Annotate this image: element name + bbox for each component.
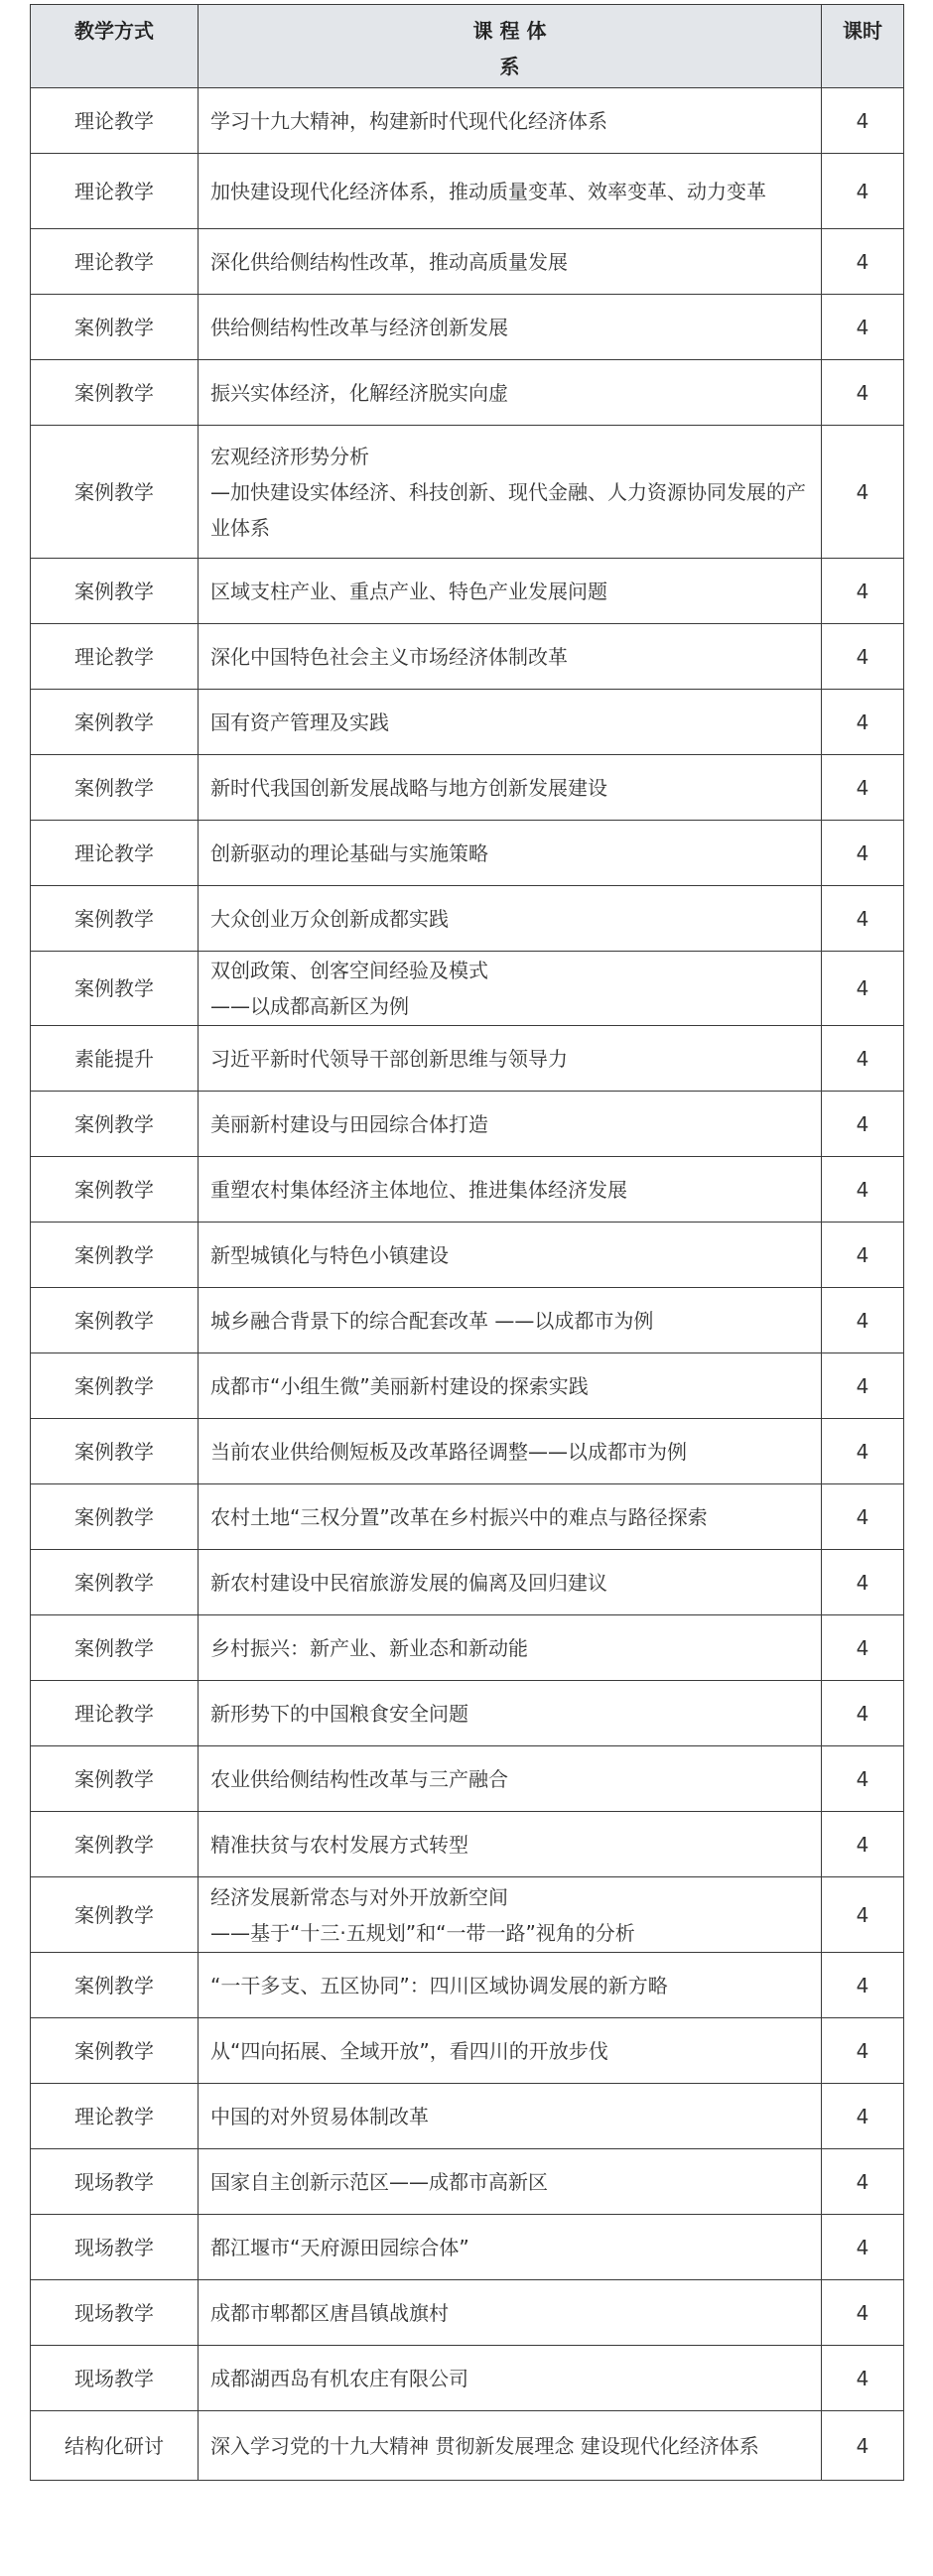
- course-title-cell: [199, 1615, 822, 1681]
- hours-cell: 4: [822, 1419, 904, 1484]
- teaching-mode-cell: 理论教学: [31, 624, 199, 690]
- course-title-cell: [199, 1223, 822, 1288]
- teaching-mode-cell: 案例教学: [31, 2018, 199, 2084]
- table-row: [31, 1746, 904, 1812]
- course-title-cell: [199, 1746, 822, 1812]
- table-row: [31, 821, 904, 886]
- course-title-line: 乡村振兴：新产业、新业态和新动能: [210, 1635, 528, 1660]
- teaching-mode-cell: 案例教学: [31, 426, 199, 559]
- teaching-mode-cell: 案例教学: [31, 559, 199, 624]
- course-title-line: 深化中国特色社会主义市场经济体制改革: [210, 644, 568, 669]
- course-title-cell: [199, 1419, 822, 1484]
- teaching-mode-cell: 案例教学: [31, 755, 199, 821]
- table-row: [31, 1419, 904, 1484]
- teaching-mode-cell: 案例教学: [31, 1550, 199, 1615]
- course-title-cell: [199, 821, 822, 886]
- course-title-line: 经济发展新常态与对外开放新空间: [210, 1884, 508, 1909]
- hours-cell: 4: [822, 1484, 904, 1550]
- teaching-mode-cell: 理论教学: [31, 821, 199, 886]
- course-title-line: 新时代我国创新发展战略与地方创新发展建设: [210, 775, 607, 800]
- table-row: [31, 559, 904, 624]
- course-title-line: 国家自主创新示范区——成都市高新区: [210, 2169, 548, 2194]
- hours-cell: 4: [822, 88, 904, 154]
- course-title-line: 创新驱动的理论基础与实施策略: [210, 840, 488, 865]
- hours-cell: 4: [822, 2411, 904, 2481]
- table-body: [31, 88, 904, 2481]
- table-row: [31, 952, 904, 1026]
- course-title-line: 国有资产管理及实践: [210, 709, 389, 734]
- table-row: [31, 360, 904, 426]
- table-row: [31, 886, 904, 952]
- course-title-cell: [199, 624, 822, 690]
- hours-cell: 4: [822, 1026, 904, 1092]
- teaching-mode-cell: 现场教学: [31, 2149, 199, 2215]
- table-row: [31, 1484, 904, 1550]
- hours-cell: 4: [822, 426, 904, 559]
- table-row: [31, 2149, 904, 2215]
- course-title-cell: [199, 690, 822, 755]
- hours-cell: 4: [822, 360, 904, 426]
- table-header-row: [31, 5, 904, 88]
- teaching-mode-cell: 案例教学: [31, 1353, 199, 1419]
- course-title-line: 新型城镇化与特色小镇建设: [210, 1242, 449, 1267]
- course-title-cell: [199, 1812, 822, 1877]
- teaching-mode-cell: 现场教学: [31, 2346, 199, 2411]
- table-row: [31, 1550, 904, 1615]
- course-title-cell: [199, 229, 822, 295]
- teaching-mode-cell: 素能提升: [31, 1026, 199, 1092]
- teaching-mode-cell: 案例教学: [31, 1092, 199, 1157]
- hours-cell: 4: [822, 559, 904, 624]
- course-title-cell: [199, 2018, 822, 2084]
- course-title-cell: [199, 1877, 822, 1953]
- hours-cell: 4: [822, 821, 904, 886]
- course-title-cell: [199, 2084, 822, 2149]
- course-title-line: ——基于“十三·五规划”和“一带一路”视角的分析: [210, 1920, 635, 1945]
- course-title-line: “一干多支、五区协同”：四川区域协调发展的新方略: [210, 1973, 668, 1997]
- hours-cell: 4: [822, 755, 904, 821]
- teaching-mode-cell: 案例教学: [31, 1953, 199, 2018]
- hours-cell: 4: [822, 1223, 904, 1288]
- hours-cell: 4: [822, 1157, 904, 1223]
- course-title-cell: [199, 1092, 822, 1157]
- teaching-mode-cell: 案例教学: [31, 1812, 199, 1877]
- teaching-mode-cell: 案例教学: [31, 886, 199, 952]
- course-title-cell: [199, 1157, 822, 1223]
- course-title-line: 大众创业万众创新成都实践: [210, 906, 449, 931]
- course-title-cell: [199, 2346, 822, 2411]
- teaching-mode-cell: 理论教学: [31, 1681, 199, 1746]
- table-row: [31, 2018, 904, 2084]
- teaching-mode-cell: 案例教学: [31, 1484, 199, 1550]
- course-title-line: 当前农业供给侧短板及改革路径调整——以成都市为例: [210, 1439, 687, 1464]
- teaching-mode-cell: 案例教学: [31, 295, 199, 360]
- table-row: [31, 88, 904, 154]
- hours-cell: 4: [822, 2084, 904, 2149]
- course-title-cell: [199, 755, 822, 821]
- hours-cell: 4: [822, 1288, 904, 1353]
- teaching-mode-cell: 现场教学: [31, 2215, 199, 2280]
- course-title-cell: [199, 1550, 822, 1615]
- table-row: [31, 1953, 904, 2018]
- teaching-mode-cell: 案例教学: [31, 1419, 199, 1484]
- teaching-mode-cell: 案例教学: [31, 1615, 199, 1681]
- course-title-cell: [199, 426, 822, 559]
- header-hours: 课时: [822, 5, 904, 88]
- course-title-line: 深化供给侧结构性改革，推动高质量发展: [210, 249, 568, 274]
- hours-cell: 4: [822, 690, 904, 755]
- teaching-mode-cell: 理论教学: [31, 2084, 199, 2149]
- course-table-container: [30, 4, 903, 2481]
- table-row: [31, 426, 904, 559]
- table-row: [31, 1681, 904, 1746]
- table-row: [31, 2084, 904, 2149]
- hours-cell: 4: [822, 1550, 904, 1615]
- table-row: [31, 1223, 904, 1288]
- teaching-mode-cell: 案例教学: [31, 1877, 199, 1953]
- teaching-mode-cell: 案例教学: [31, 1746, 199, 1812]
- course-title-line: 深入学习党的十九大精神 贯彻新发展理念 建设现代化经济体系: [210, 2433, 759, 2458]
- hours-cell: 4: [822, 1746, 904, 1812]
- table-row: [31, 1353, 904, 1419]
- course-title-cell: [199, 559, 822, 624]
- table-row: [31, 2280, 904, 2346]
- course-title-line: 成都湖西岛有机农庄有限公司: [210, 2366, 468, 2390]
- header-course-system-line2: 系: [499, 55, 520, 78]
- course-title-line: 成都市郫都区唐昌镇战旗村: [210, 2300, 449, 2325]
- hours-cell: 4: [822, 1953, 904, 2018]
- course-title-cell: [199, 360, 822, 426]
- course-title-cell: [199, 952, 822, 1026]
- hours-cell: 4: [822, 295, 904, 360]
- course-title-line: 重塑农村集体经济主体地位、推进集体经济发展: [210, 1177, 627, 1202]
- course-title-line: 供给侧结构性改革与经济创新发展: [210, 315, 508, 339]
- course-title-line: —加快建设实体经济、科技创新、现代金融、人力资源协同发展的产业体系: [210, 479, 806, 540]
- course-title-line: 双创政策、创客空间经验及模式: [210, 959, 488, 982]
- course-title-cell: [199, 154, 822, 229]
- course-title-cell: [199, 2149, 822, 2215]
- teaching-mode-cell: 现场教学: [31, 2280, 199, 2346]
- course-title-line: ——以成都高新区为例: [210, 994, 409, 1018]
- teaching-mode-cell: 案例教学: [31, 360, 199, 426]
- hours-cell: 4: [822, 2346, 904, 2411]
- table-row: [31, 2346, 904, 2411]
- course-title-line: 精准扶贫与农村发展方式转型: [210, 1832, 468, 1857]
- course-title-cell: [199, 2280, 822, 2346]
- table-row: [31, 2215, 904, 2280]
- course-title-line: 成都市“小组生微”美丽新村建设的探索实践: [210, 1373, 589, 1398]
- course-title-line: 中国的对外贸易体制改革: [210, 2104, 429, 2128]
- course-title-line: 宏观经济形势分析: [210, 444, 369, 468]
- course-title-cell: [199, 1953, 822, 2018]
- teaching-mode-cell: 案例教学: [31, 952, 199, 1026]
- table-row: [31, 1288, 904, 1353]
- hours-cell: 4: [822, 1615, 904, 1681]
- course-table: [30, 4, 904, 2481]
- course-title-line: 区域支柱产业、重点产业、特色产业发展问题: [210, 579, 607, 603]
- hours-cell: 4: [822, 154, 904, 229]
- course-title-cell: [199, 1484, 822, 1550]
- course-title-line: 都江堰市“天府源田园综合体”: [210, 2235, 469, 2259]
- teaching-mode-cell: 案例教学: [31, 1157, 199, 1223]
- teaching-mode-cell: 案例教学: [31, 690, 199, 755]
- course-title-line: 新农村建设中民宿旅游发展的偏离及回归建议: [210, 1570, 607, 1595]
- course-title-line: 振兴实体经济，化解经济脱实向虚: [210, 380, 508, 405]
- course-title-cell: [199, 88, 822, 154]
- hours-cell: 4: [822, 2280, 904, 2346]
- course-title-line: 新形势下的中国粮食安全问题: [210, 1701, 468, 1726]
- course-title-cell: [199, 2215, 822, 2280]
- hours-cell: 4: [822, 624, 904, 690]
- hours-cell: 4: [822, 1877, 904, 1953]
- course-title-cell: [199, 1681, 822, 1746]
- teaching-mode-cell: 案例教学: [31, 1223, 199, 1288]
- course-title-line: 农村土地“三权分置”改革在乡村振兴中的难点与路径探索: [210, 1504, 708, 1529]
- table-row: [31, 2411, 904, 2481]
- hours-cell: 4: [822, 1353, 904, 1419]
- course-title-cell: [199, 2411, 822, 2481]
- course-title-line: 习近平新时代领导干部创新思维与领导力: [210, 1046, 568, 1071]
- teaching-mode-cell: 案例教学: [31, 1288, 199, 1353]
- table-row: [31, 295, 904, 360]
- table-row: [31, 229, 904, 295]
- course-title-line: 学习十九大精神，构建新时代现代化经济体系: [210, 108, 607, 133]
- hours-cell: 4: [822, 2018, 904, 2084]
- header-teaching-mode: 教学方式: [31, 5, 199, 88]
- table-row: [31, 1615, 904, 1681]
- teaching-mode-cell: 结构化研讨: [31, 2411, 199, 2481]
- course-title-line: 城乡融合背景下的综合配套改革 ——以成都市为例: [210, 1308, 654, 1333]
- hours-cell: 4: [822, 886, 904, 952]
- table-row: [31, 1812, 904, 1877]
- course-title-cell: [199, 1288, 822, 1353]
- hours-cell: 4: [822, 2149, 904, 2215]
- teaching-mode-cell: 理论教学: [31, 88, 199, 154]
- hours-cell: 4: [822, 2215, 904, 2280]
- hours-cell: 4: [822, 229, 904, 295]
- course-title-cell: [199, 1026, 822, 1092]
- hours-cell: 4: [822, 1092, 904, 1157]
- course-title-cell: [199, 886, 822, 952]
- header-course-system: [199, 5, 822, 88]
- table-row: [31, 1092, 904, 1157]
- course-title-cell: [199, 295, 822, 360]
- table-row: [31, 755, 904, 821]
- teaching-mode-cell: 理论教学: [31, 229, 199, 295]
- table-row: [31, 624, 904, 690]
- course-title-line: 农业供给侧结构性改革与三产融合: [210, 1766, 508, 1791]
- hours-cell: 4: [822, 1681, 904, 1746]
- table-row: [31, 1877, 904, 1953]
- course-title-cell: [199, 1353, 822, 1419]
- teaching-mode-cell: 理论教学: [31, 154, 199, 229]
- course-title-line: 从“四向拓展、全域开放”，看四川的开放步伐: [210, 2038, 608, 2063]
- table-row: [31, 690, 904, 755]
- table-row: [31, 1157, 904, 1223]
- table-row: [31, 1026, 904, 1092]
- header-course-system-line1: 课 程 体: [472, 19, 547, 43]
- course-title-line: 美丽新村建设与田园综合体打造: [210, 1111, 488, 1136]
- table-row: [31, 154, 904, 229]
- course-title-line: 加快建设现代化经济体系，推动质量变革、效率变革、动力变革: [210, 179, 766, 203]
- hours-cell: 4: [822, 1812, 904, 1877]
- hours-cell: 4: [822, 952, 904, 1026]
